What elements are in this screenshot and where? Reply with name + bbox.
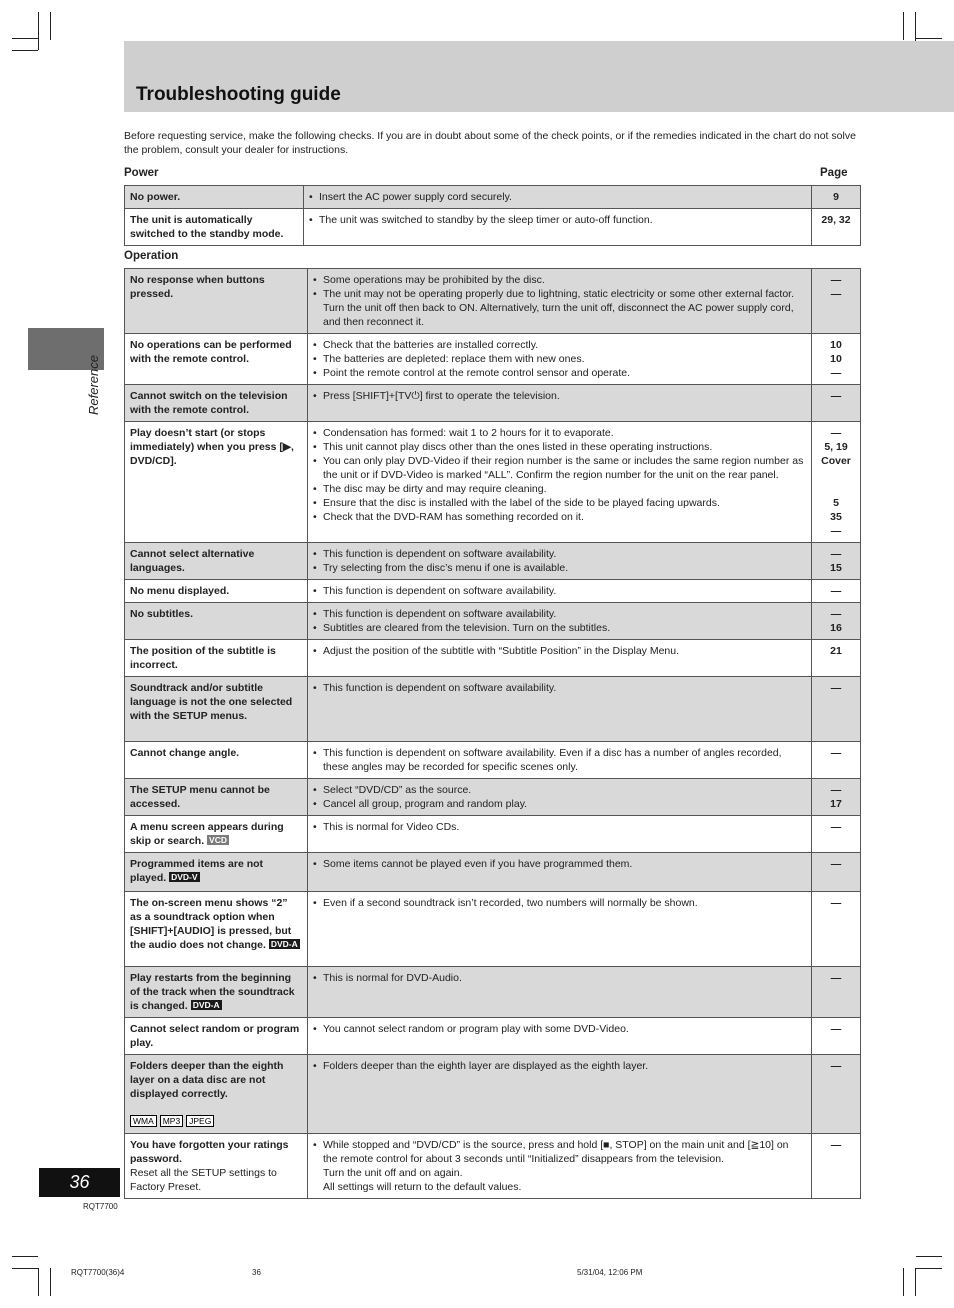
problem-cell <box>125 742 308 779</box>
remedy-cell <box>308 543 812 580</box>
problem-cell <box>125 640 308 677</box>
page-ref-cell <box>812 334 861 385</box>
remedy-cell <box>308 1055 812 1134</box>
remedy-cell <box>308 1018 812 1055</box>
problem-text: Folders deeper than the eighth layer on a data disc are not displayed correctly. <box>130 1060 284 1100</box>
table-row <box>125 580 861 603</box>
table-row <box>125 779 861 816</box>
problem-text: You have forgotten your ratings password. <box>130 1139 289 1165</box>
remedy-item: • The unit may not be operating properly due to lightning, static electricity or some other external factor. Turn the unit off then back to ON. Alternatively, turn the unit off, disconnect the AC power supply cord, and then reconnect it. <box>313 287 806 329</box>
page-ref-cell <box>812 186 861 209</box>
table-row <box>125 186 861 209</box>
page-ref-cell <box>812 1018 861 1055</box>
problem-text: Cannot switch on the television with the remote control. <box>130 390 288 416</box>
table-row <box>125 892 861 967</box>
problem-cell <box>125 186 304 209</box>
model-number: RQT7700 <box>83 1202 118 1211</box>
remedy-item: • This function is dependent on software availability. <box>313 681 806 695</box>
page-ref: 21 <box>830 645 842 657</box>
crop-mark <box>916 1256 942 1257</box>
table-row <box>125 640 861 677</box>
problem-text: The SETUP menu cannot be accessed. <box>130 784 270 810</box>
page-ref: 17 <box>830 798 842 810</box>
remedy-item: • This function is dependent on software availability. Even if a disc has a number of angles recorded, these angles may be recorded for specific scenes only. <box>313 746 806 774</box>
remedy-cell <box>308 816 812 853</box>
table-row <box>125 853 861 892</box>
remedy-item: • This function is dependent on software availability. <box>313 584 806 598</box>
remedy-item: • Select “DVD/CD” as the source. <box>313 783 806 797</box>
page-ref: 9 <box>833 191 839 203</box>
page-ref-cell <box>812 779 861 816</box>
crop-mark <box>12 1256 38 1257</box>
disc-type-tag: MP3 <box>160 1115 183 1127</box>
remedy-cell <box>308 1134 812 1199</box>
problem-text: Cannot select alternative languages. <box>130 548 255 574</box>
problem-cell <box>125 1134 308 1199</box>
page-ref-cell <box>812 543 861 580</box>
remedy-item: • Subtitles are cleared from the television. Turn on the subtitles. <box>313 621 806 635</box>
disc-type-tag: DVD-A <box>192 1000 220 1010</box>
remedy-item: • This function is dependent on software availability. <box>313 607 806 621</box>
table-row <box>125 1134 861 1199</box>
remedy-item: • Check that the DVD-RAM has something recorded on it. <box>313 510 806 524</box>
table-row <box>125 1018 861 1055</box>
page-ref: 35 <box>830 511 842 523</box>
remedy-item: • Check that the batteries are installed correctly. <box>313 338 806 352</box>
remedy-cell <box>308 334 812 385</box>
page-ref: — <box>830 682 842 694</box>
table-row <box>125 677 861 742</box>
page-ref: — <box>830 858 842 870</box>
problem-cell <box>125 677 308 742</box>
crop-mark <box>50 12 51 40</box>
remedy-item: • While stopped and “DVD/CD” is the source, press and hold [■, STOP] on the main unit and [≧10] on the remote control for about 3 seconds until “Initialized” disappears from the television. <box>313 1138 806 1166</box>
page-ref: — <box>830 897 842 909</box>
problem-text: No operations can be performed with the remote control. <box>130 339 292 365</box>
remedy-item: • Some operations may be prohibited by the disc. <box>313 273 806 287</box>
crop-mark <box>12 50 38 51</box>
remedy-item: • Insert the AC power supply cord securely. <box>309 190 806 204</box>
page-ref: — <box>830 747 842 759</box>
side-section-label: Reference <box>86 355 101 415</box>
remedy-item: • This unit cannot play discs other than the ones listed in these operating instructions. <box>313 440 806 454</box>
remedy-item: Turn the unit off and on again. <box>323 1167 463 1179</box>
problem-cell <box>125 422 308 543</box>
page-ref: — <box>830 585 842 597</box>
page-ref: 5, 19 <box>824 441 848 453</box>
table-row <box>125 816 861 853</box>
crop-mark <box>12 1268 38 1269</box>
remedy-cell <box>308 742 812 779</box>
table-row <box>125 209 861 246</box>
footer-sheet: 36 <box>252 1268 261 1277</box>
problem-text: No subtitles. <box>130 608 194 620</box>
disc-type-tag: DVD-V <box>171 872 198 882</box>
problem-text: Soundtrack and/or subtitle language is not the one selected with the SETUP menus. <box>130 682 293 722</box>
remedy-item: • Press [SHIFT]+[TV⏻] first to operate the television. <box>313 389 806 403</box>
remedy-item: • Ensure that the disc is installed with the label of the side to be played facing upwards. <box>313 496 806 510</box>
page-ref: — <box>830 1023 842 1035</box>
page-ref: — <box>830 288 842 300</box>
crop-mark <box>38 12 39 50</box>
remedy-item: • This is normal for DVD-Audio. <box>313 971 806 985</box>
page-column-heading: Page <box>820 167 848 179</box>
remedy-cell <box>308 580 812 603</box>
problem-text: Programmed items are not played. <box>130 858 264 884</box>
disc-type-tag: VCD <box>209 835 227 845</box>
page-ref: — <box>830 608 842 620</box>
page-ref: — <box>830 784 842 796</box>
problem-cell <box>125 892 308 967</box>
table-row <box>125 334 861 385</box>
table-row <box>125 385 861 422</box>
page-ref-cell <box>812 892 861 967</box>
problem-cell <box>125 209 304 246</box>
remedy-cell <box>308 967 812 1018</box>
remedy-cell <box>308 603 812 640</box>
problem-text: A menu screen appears during skip or search. <box>130 821 284 847</box>
page-ref: 10 <box>830 339 842 351</box>
page-ref: — <box>830 972 842 984</box>
remedy-item: • The unit was switched to standby by the sleep timer or auto-off function. <box>309 213 806 227</box>
crop-mark <box>38 1268 39 1296</box>
page-ref-cell <box>812 603 861 640</box>
page-ref-cell <box>812 1055 861 1134</box>
table-row <box>125 269 861 334</box>
page-ref-cell <box>812 640 861 677</box>
disc-type-tag: WMA <box>130 1115 157 1127</box>
problem-cell <box>125 967 308 1018</box>
remedy-cell <box>308 677 812 742</box>
section-title-operation: Operation <box>124 250 179 262</box>
problem-cell <box>125 543 308 580</box>
remedy-item: • Condensation has formed: wait 1 to 2 hours for it to evaporate. <box>313 426 806 440</box>
intro-text: Before requesting service, make the following checks. If you are in doubt about some of the check points, or if the remedies indicated in the chart do not solve the problem, consult your dealer for instructions. <box>124 130 856 156</box>
table-row <box>125 543 861 580</box>
page-ref: 29, 32 <box>821 214 851 226</box>
page-ref-cell <box>812 677 861 742</box>
page-ref-cell <box>812 269 861 334</box>
table-row <box>125 422 861 543</box>
problem-text: The on-screen menu shows “2” as a soundtrack option when [SHIFT]+[AUDIO] is pressed, but the audio does not change. <box>130 897 292 951</box>
remedy-item: • The disc may be dirty and may require cleaning. <box>313 482 806 496</box>
problem-text: No menu displayed. <box>130 585 230 597</box>
page-ref-cell <box>812 967 861 1018</box>
page-ref-cell <box>812 742 861 779</box>
table-row <box>125 742 861 779</box>
problem-cell <box>125 816 308 853</box>
problem-cell <box>125 853 308 892</box>
remedy-item: • Some items cannot be played even if you have programmed them. <box>313 857 806 871</box>
remedy-item: • This function is dependent on software availability. <box>313 547 806 561</box>
footer-file: RQT7700(36)4 <box>71 1268 125 1277</box>
crop-mark <box>903 12 904 40</box>
remedy-cell <box>308 853 812 892</box>
problem-text: The position of the subtitle is incorrect. <box>130 645 276 671</box>
problem-cell <box>125 334 308 385</box>
page-ref-cell <box>812 385 861 422</box>
problem-cell <box>125 779 308 816</box>
page-ref-cell <box>812 209 861 246</box>
page-ref: — <box>830 390 842 402</box>
section-title-power: Power <box>124 167 159 179</box>
disc-type-tag: DVD-A <box>270 939 298 949</box>
page-ref-cell <box>812 816 861 853</box>
problem-text: Cannot select random or program play. <box>130 1023 300 1049</box>
page-ref: — <box>830 367 842 379</box>
remedy-item: • The batteries are depleted: replace them with new ones. <box>313 352 806 366</box>
remedy-cell <box>308 779 812 816</box>
page-ref-cell <box>812 1134 861 1199</box>
page-ref: 5 <box>833 497 839 509</box>
page-ref: 15 <box>830 562 842 574</box>
page-ref: — <box>830 274 842 286</box>
remedy-cell <box>308 892 812 967</box>
crop-mark <box>903 1268 904 1296</box>
page-ref: — <box>830 821 842 833</box>
page-ref: 16 <box>830 622 842 634</box>
remedy-item: • Even if a second soundtrack isn’t recorded, two numbers will normally be shown. <box>313 896 806 910</box>
page-ref: — <box>830 1139 842 1151</box>
remedy-item: • Point the remote control at the remote control sensor and operate. <box>313 366 806 380</box>
crop-mark <box>916 38 942 39</box>
remedy-item: • This is normal for Video CDs. <box>313 820 806 834</box>
table-row <box>125 603 861 640</box>
remedy-cell <box>304 209 812 246</box>
problem-note: Reset all the SETUP settings to Factory Preset. <box>130 1167 277 1193</box>
page-title: Troubleshooting guide <box>136 84 341 105</box>
problem-text: Play restarts from the beginning of the track when the soundtrack is changed. <box>130 972 295 1012</box>
page-ref: — <box>830 427 842 439</box>
remedy-cell <box>308 269 812 334</box>
remedy-cell <box>308 422 812 543</box>
page-ref: — <box>830 548 842 560</box>
problem-cell <box>125 1018 308 1055</box>
remedy-item: • You can only play DVD-Video if their region number is the same or includes the same region number as the unit or if DVD-Video is marked “ALL”. Confirm the region number for the unit on the rear panel. <box>313 454 806 482</box>
disc-type-tag: JPEG <box>186 1115 214 1127</box>
operation-table <box>124 268 861 1199</box>
remedy-item: All settings will return to the default values. <box>323 1181 522 1193</box>
table-row <box>125 967 861 1018</box>
page-ref <box>817 468 855 482</box>
crop-mark <box>916 1268 942 1269</box>
remedy-item: • Adjust the position of the subtitle with “Subtitle Position” in the Display Menu. <box>313 644 806 658</box>
remedy-item: • Cancel all group, program and random play. <box>313 797 806 811</box>
page-ref: Cover <box>821 455 851 467</box>
problem-cell <box>125 580 308 603</box>
problem-cell <box>125 385 308 422</box>
power-table <box>124 185 861 246</box>
page-ref-cell <box>812 853 861 892</box>
remedy-cell <box>308 640 812 677</box>
remedy-item: • Try selecting from the disc’s menu if one is available. <box>313 561 806 575</box>
table-row <box>125 1055 861 1134</box>
remedy-item: • You cannot select random or program play with some DVD-Video. <box>313 1022 806 1036</box>
page-ref: 10 <box>830 353 842 365</box>
page-ref-cell <box>812 422 861 543</box>
page-ref-cell <box>812 580 861 603</box>
crop-mark <box>12 38 38 39</box>
page-ref: — <box>830 525 842 537</box>
page-ref <box>817 482 855 496</box>
problem-text: Play doesn’t start (or stops immediately) when you press [▶, DVD/CD]. <box>130 427 294 467</box>
crop-mark <box>50 1268 51 1296</box>
problem-text: No response when buttons pressed. <box>130 274 265 300</box>
remedy-cell <box>308 385 812 422</box>
page-ref: — <box>830 1060 842 1072</box>
footer-date: 5/31/04, 12:06 PM <box>577 1268 643 1277</box>
problem-text: No power. <box>130 191 181 203</box>
remedy-item: • Folders deeper than the eighth layer are displayed as the eighth layer. <box>313 1059 806 1073</box>
page-number: 36 <box>39 1168 120 1197</box>
problem-cell <box>125 269 308 334</box>
problem-cell <box>125 1055 308 1134</box>
problem-text: Cannot change angle. <box>130 747 240 759</box>
remedy-cell <box>304 186 812 209</box>
problem-cell <box>125 603 308 640</box>
crop-mark <box>915 1268 916 1296</box>
problem-text: The unit is automatically switched to the standby mode. <box>130 214 284 240</box>
